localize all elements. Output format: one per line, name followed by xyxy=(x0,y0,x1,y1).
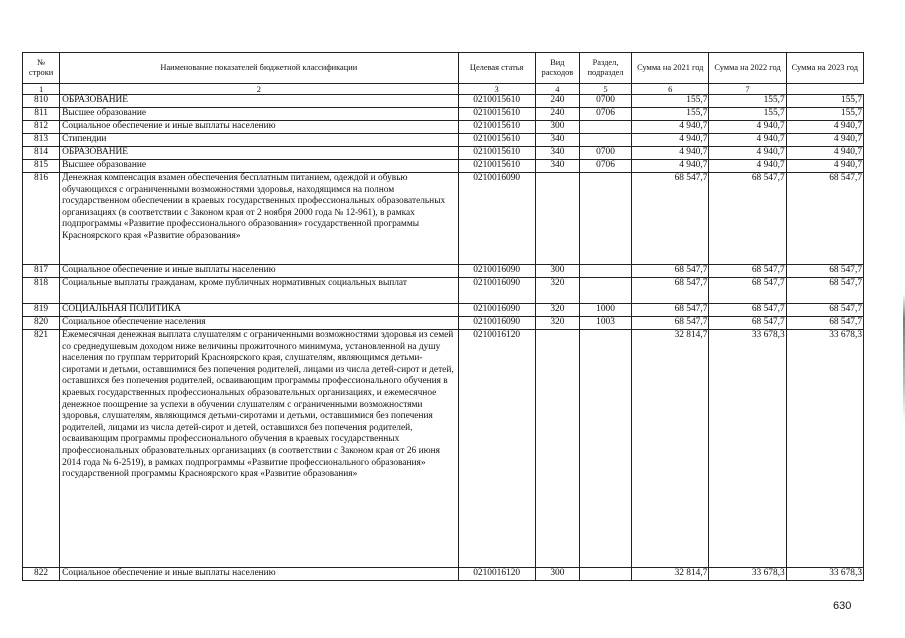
row-target: 0210016090 xyxy=(458,317,535,330)
row-sum-2023: 68 547,7 xyxy=(786,173,863,265)
header-indicator-name: Наименование показателей бюджетной классификации xyxy=(60,53,458,84)
row-name: ОБРАЗОВАНИЕ xyxy=(60,95,458,108)
header-sum-2021: Сумма на 2021 год xyxy=(632,53,709,84)
row-sum-2021: 68 547,7 xyxy=(632,265,709,278)
row-name: Социальное обеспечение и иные выплаты населению xyxy=(60,121,458,134)
table-row xyxy=(23,173,864,265)
row-sum-2021: 68 547,7 xyxy=(632,173,709,265)
table-row xyxy=(23,121,864,134)
row-name: Ежемесячная денежная выплата слушателям с ограниченными возможностями здоровья из семей со среднедушевым доходом ниже величины прожиточного минимума, установленной на душу населения по группам территорий Красноярского края, слушателям, являющимся детьми-сиротами и детьми, оставшимися без попечения родителей, лицами из числа детей-сирот и детей, оставшихся без попечения родителей, осваивающим программы профессионального обучения в краевых государственных профессиональных образовательных организациях, и ежемесячное денежное поощрение за успехи в обучении слушателям с ограниченными возможностями здоровья, слушателям, являющимся детьми-сиротами и детьми, оставшимися без попечения родителей, лицами из числа детей-сирот и детей, оставшихся без попечения родителей, осваивающим программы профессионального обучения в краевых государственных профессиональных образовательных организациях (в соответствии с Законом края от 26 июня 2014 года № 6-2519), в рамках подпрограммы «Развитие профессионального образования» государственной программы Красноярского края «Развитие образования» xyxy=(60,330,458,568)
table-row xyxy=(23,95,864,108)
row-sum-2021: 4 940,7 xyxy=(632,160,709,173)
header-target-article: Целевая статья xyxy=(458,53,535,84)
row-sum-2023: 68 547,7 xyxy=(786,317,863,330)
row-section: 0706 xyxy=(579,160,631,173)
table-header-row xyxy=(23,53,864,84)
row-number: 820 xyxy=(23,317,60,330)
row-target: 0210016090 xyxy=(458,304,535,317)
row-section: 1003 xyxy=(579,317,631,330)
row-sum-2021: 155,7 xyxy=(632,108,709,121)
table-row xyxy=(23,278,864,304)
row-sum-2022: 4 940,7 xyxy=(709,160,786,173)
row-name: Социальное обеспечение и иные выплаты населению xyxy=(60,265,458,278)
row-target: 0210015610 xyxy=(458,147,535,160)
row-number: 814 xyxy=(23,147,60,160)
row-type: 320 xyxy=(535,304,579,317)
row-number: 818 xyxy=(23,278,60,304)
row-target: 0210016120 xyxy=(458,568,535,581)
row-section xyxy=(579,173,631,265)
row-sum-2021: 68 547,7 xyxy=(632,304,709,317)
row-sum-2023: 155,7 xyxy=(786,95,863,108)
row-number: 812 xyxy=(23,121,60,134)
row-target: 0210015610 xyxy=(458,121,535,134)
header-row-number: № строки xyxy=(23,53,60,84)
row-sum-2022: 4 940,7 xyxy=(709,134,786,147)
table-row xyxy=(23,304,864,317)
row-type: 240 xyxy=(535,108,579,121)
header-sum-2022: Сумма на 2022 год xyxy=(709,53,786,84)
row-number: 817 xyxy=(23,265,60,278)
row-name: Социальное обеспечение населения xyxy=(60,317,458,330)
row-number: 819 xyxy=(23,304,60,317)
row-type xyxy=(535,173,579,265)
column-index: 3 xyxy=(458,84,535,95)
row-number: 811 xyxy=(23,108,60,121)
column-index: 7 xyxy=(709,84,786,95)
row-sum-2022: 68 547,7 xyxy=(709,265,786,278)
row-sum-2022: 4 940,7 xyxy=(709,147,786,160)
row-name: Высшее образование xyxy=(60,160,458,173)
row-section xyxy=(579,278,631,304)
row-number: 815 xyxy=(23,160,60,173)
row-target: 0210015610 xyxy=(458,134,535,147)
row-sum-2021: 4 940,7 xyxy=(632,147,709,160)
row-sum-2021: 4 940,7 xyxy=(632,134,709,147)
row-target: 0210015610 xyxy=(458,160,535,173)
budget-table-page xyxy=(22,52,864,581)
row-section: 0700 xyxy=(579,147,631,160)
row-section: 0706 xyxy=(579,108,631,121)
table-row xyxy=(23,568,864,581)
row-type: 340 xyxy=(535,147,579,160)
row-sum-2023: 68 547,7 xyxy=(786,278,863,304)
row-sum-2021: 32 814,7 xyxy=(632,568,709,581)
row-type: 300 xyxy=(535,265,579,278)
column-index-row xyxy=(23,84,864,95)
row-number: 816 xyxy=(23,173,60,265)
row-sum-2023: 33 678,3 xyxy=(786,330,863,568)
row-name: Социальные выплаты гражданам, кроме публичных нормативных социальных выплат xyxy=(60,278,458,304)
row-target: 0210016120 xyxy=(458,330,535,568)
row-sum-2022: 68 547,7 xyxy=(709,317,786,330)
row-sum-2023: 68 547,7 xyxy=(786,265,863,278)
row-sum-2021: 32 814,7 xyxy=(632,330,709,568)
row-target: 0210016090 xyxy=(458,278,535,304)
table-row xyxy=(23,134,864,147)
row-number: 813 xyxy=(23,134,60,147)
row-sum-2022: 33 678,3 xyxy=(709,330,786,568)
row-name: ОБРАЗОВАНИЕ xyxy=(60,147,458,160)
row-type: 300 xyxy=(535,121,579,134)
row-sum-2022: 155,7 xyxy=(709,95,786,108)
header-expense-type: Вид расходов xyxy=(535,53,579,84)
row-name: Денежная компенсация взамен обеспечения бесплатным питанием, одеждой и обувью обучающихся с ограниченными возможностями здоровья, находящимся на полном государственном обеспечении в краевых государственных профессиональных образовательных организациях (в соответствии с Законом края от 2 ноября 2000 года № 12-961), в рамках подпрограммы «Развитие профессионального образования» государственной программы Красноярского края «Развитие образования» xyxy=(60,173,458,265)
table-row xyxy=(23,317,864,330)
row-type: 340 xyxy=(535,160,579,173)
row-type: 240 xyxy=(535,95,579,108)
row-section xyxy=(579,568,631,581)
table-row xyxy=(23,147,864,160)
row-target: 0210015610 xyxy=(458,95,535,108)
row-sum-2021: 4 940,7 xyxy=(632,121,709,134)
row-type: 300 xyxy=(535,568,579,581)
row-type: 320 xyxy=(535,278,579,304)
row-target: 0210016090 xyxy=(458,265,535,278)
row-target: 0210016090 xyxy=(458,173,535,265)
row-type xyxy=(535,330,579,568)
column-index: 6 xyxy=(632,84,709,95)
row-sum-2023: 4 940,7 xyxy=(786,160,863,173)
budget-table xyxy=(22,52,864,581)
row-sum-2021: 68 547,7 xyxy=(632,278,709,304)
row-target: 0210015610 xyxy=(458,108,535,121)
row-sum-2021: 68 547,7 xyxy=(632,317,709,330)
column-index: 5 xyxy=(579,84,631,95)
row-section xyxy=(579,121,631,134)
row-sum-2022: 33 678,3 xyxy=(709,568,786,581)
header-sum-2023: Сумма на 2023 год xyxy=(786,53,863,84)
row-sum-2023: 33 678,3 xyxy=(786,568,863,581)
row-type: 340 xyxy=(535,134,579,147)
row-type: 320 xyxy=(535,317,579,330)
row-sum-2022: 155,7 xyxy=(709,108,786,121)
row-sum-2022: 68 547,7 xyxy=(709,304,786,317)
row-sum-2023: 4 940,7 xyxy=(786,147,863,160)
row-section xyxy=(579,330,631,568)
row-sum-2021: 155,7 xyxy=(632,95,709,108)
header-section: Раздел, подраздел xyxy=(579,53,631,84)
row-sum-2022: 4 940,7 xyxy=(709,121,786,134)
row-name: Высшее образование xyxy=(60,108,458,121)
row-number: 821 xyxy=(23,330,60,568)
row-name: СОЦИАЛЬНАЯ ПОЛИТИКА xyxy=(60,304,458,317)
table-row xyxy=(23,160,864,173)
column-index: 4 xyxy=(535,84,579,95)
row-name: Социальное обеспечение и иные выплаты населению xyxy=(60,568,458,581)
page-number: 630 xyxy=(833,600,852,612)
column-index: 2 xyxy=(60,84,458,95)
row-sum-2023: 68 547,7 xyxy=(786,304,863,317)
table-row xyxy=(23,330,864,568)
row-sum-2023: 4 940,7 xyxy=(786,121,863,134)
row-name: Стипендии xyxy=(60,134,458,147)
row-sum-2023: 4 940,7 xyxy=(786,134,863,147)
row-section: 0700 xyxy=(579,95,631,108)
table-row xyxy=(23,265,864,278)
row-section xyxy=(579,134,631,147)
row-number: 810 xyxy=(23,95,60,108)
row-section xyxy=(579,265,631,278)
table-row xyxy=(23,108,864,121)
row-sum-2023: 155,7 xyxy=(786,108,863,121)
row-number: 822 xyxy=(23,568,60,581)
row-sum-2022: 68 547,7 xyxy=(709,278,786,304)
column-index: 1 xyxy=(23,84,60,95)
row-section: 1000 xyxy=(579,304,631,317)
row-sum-2022: 68 547,7 xyxy=(709,173,786,265)
